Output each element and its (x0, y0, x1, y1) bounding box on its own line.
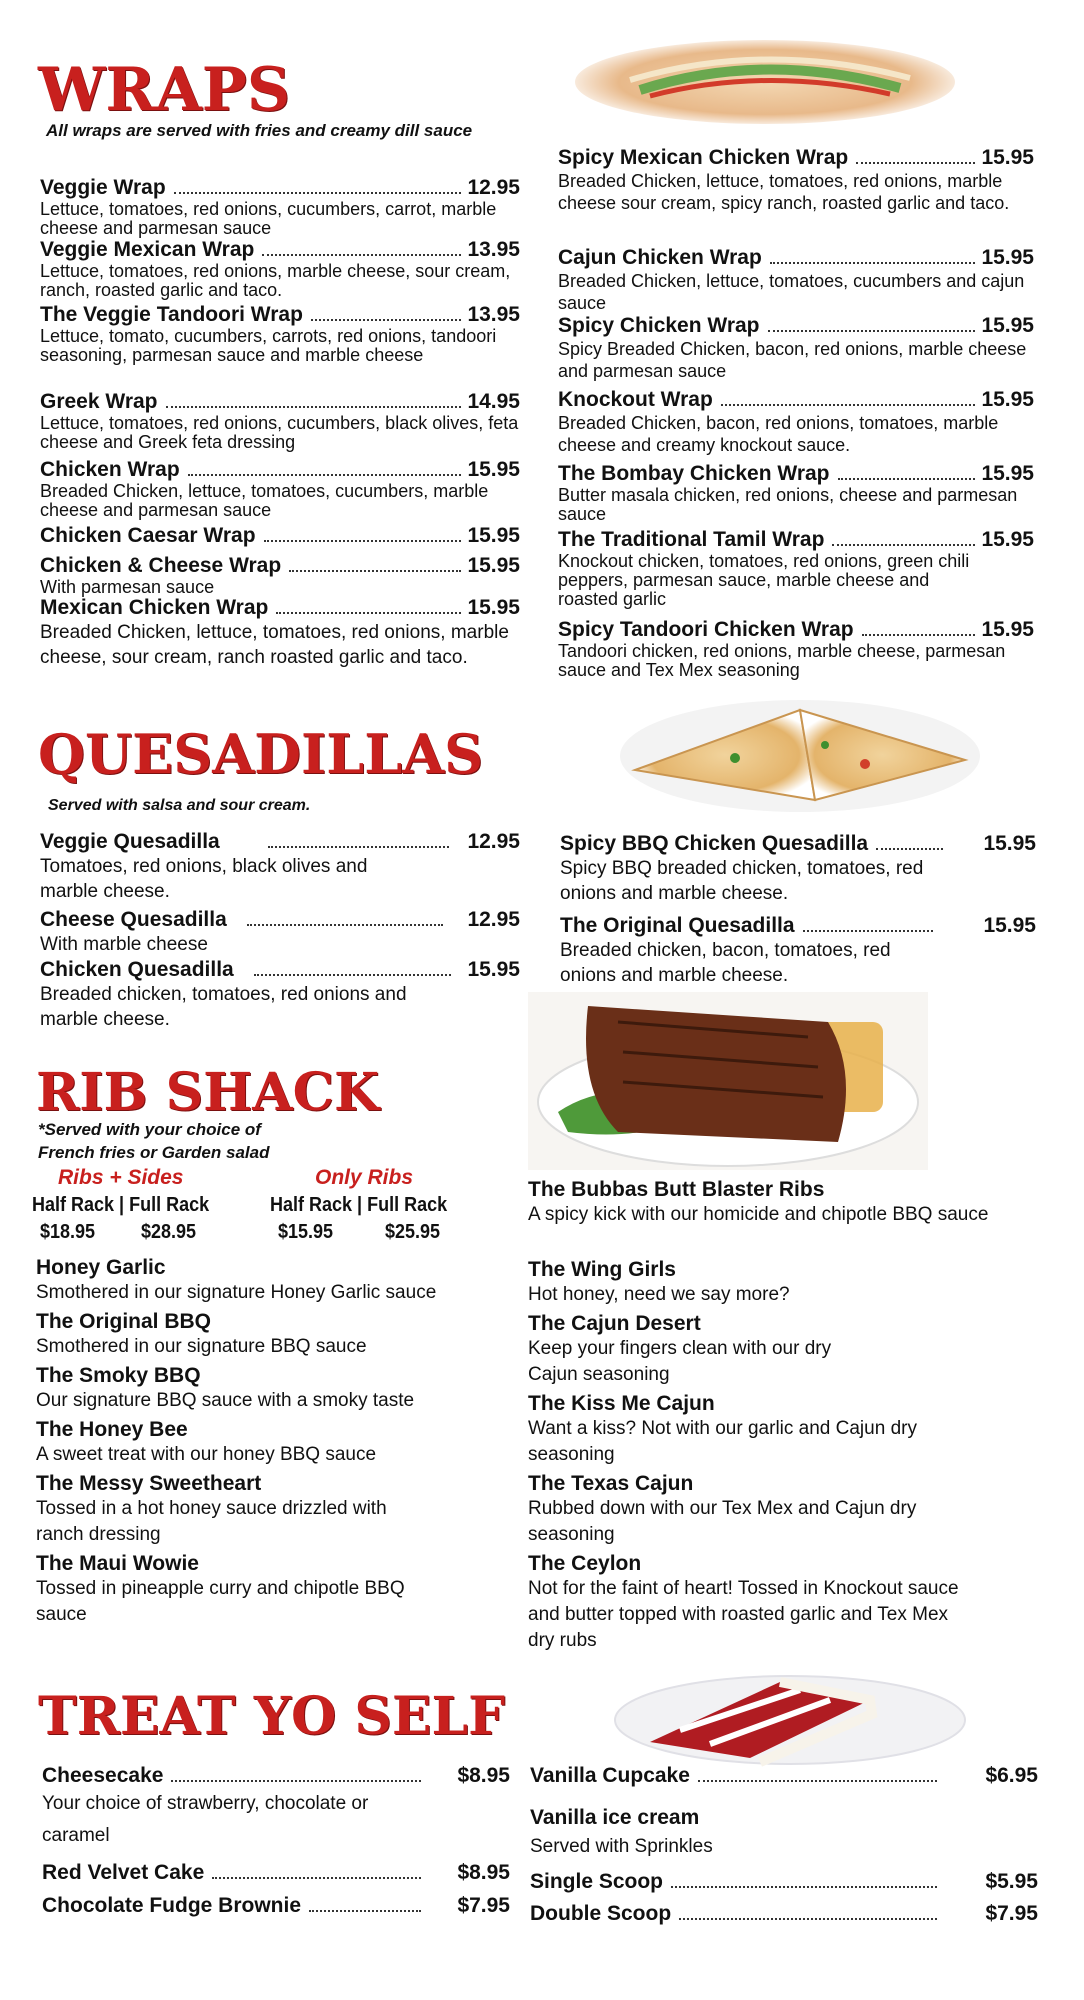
wrap-spicy-mexican-chicken: Spicy Mexican Chicken Wrap 15.95 Breaded Chicken, lettuce, tomatoes, red onions, marble cheese sour cream, spicy ranch, roasted garlic and taco. (558, 146, 1034, 213)
rib-messy-sweetheart: The Messy Sweetheart Tossed in a hot honey sauce drizzled with ranch dressing (36, 1472, 387, 1545)
wrap-veggie: Veggie Wrap 12.95 Lettuce, tomatoes, red onions, cucumbers, carrot, marble cheese and parmesan sauce (40, 176, 520, 238)
ribs-note-2: French fries or Garden salad (38, 1143, 270, 1162)
wrap-greek: Greek Wrap 14.95 Lettuce, tomatoes, red onions, cucumbers, black olives, feta cheese and Greek feta dressing (40, 390, 520, 452)
ribs-only-full-price: $25.95 (385, 1221, 441, 1243)
treat-cheesecake: Cheesecake $8.95 Your choice of strawberry, chocolate or caramel (42, 1764, 510, 1846)
wrap-chicken: Chicken Wrap 15.95 Breaded Chicken, lettuce, tomatoes, cucumbers, marble cheese and parmesan sauce (40, 458, 520, 520)
ribs-sides-half-price: $18.95 (40, 1221, 96, 1243)
treat-vanilla-ice-cream: Vanilla ice cream Served with Sprinkles (530, 1806, 713, 1857)
cake-photo (610, 1660, 970, 1768)
quesadilla-photo (615, 690, 985, 820)
treat-red-velvet-cake: Red Velvet Cake $8.95 (42, 1861, 510, 1884)
wrap-cajun-chicken: Cajun Chicken Wrap 15.95 Breaded Chicken, lettuce, tomatoes, cucumbers and cajun sauce (558, 246, 1034, 313)
wrap-knockout: Knockout Wrap 15.95 Breaded Chicken, bacon, red onions, tomatoes, marble cheese and creamy knockout sauce. (558, 388, 1034, 455)
wraps-title: WRAPS (38, 55, 291, 125)
quesadillas-title: QUESADILLAS (38, 722, 484, 786)
wraps-subtitle: All wraps are served with fries and creamy dill sauce (46, 121, 473, 140)
rib-original-bbq: The Original BBQ Smothered in our signature BBQ sauce (36, 1310, 367, 1357)
rib-honey-garlic: Honey Garlic Smothered in our signature Honey Garlic sauce (36, 1256, 437, 1303)
quesadilla-spicy-bbq-chicken: Spicy BBQ Chicken Quesadilla 15.95 Spicy BBQ breaded chicken, tomatoes, red onions and marble cheese. (560, 832, 1036, 904)
ribs-title: RIB SHACK (36, 1062, 380, 1123)
wrap-bombay-chicken: The Bombay Chicken Wrap 15.95 Butter masala chicken, red onions, cheese and parmesan sauce (558, 462, 1034, 524)
ribs-sides-head: Half Rack | Full Rack (32, 1194, 210, 1216)
ribs-sides-label: Ribs + Sides (58, 1166, 184, 1189)
quesadilla-cheese: Cheese Quesadilla 12.95 With marble cheese (40, 908, 520, 955)
quesadilla-original: The Original Quesadilla 15.95 Breaded chicken, bacon, tomatoes, red onions and marble cheese. (560, 914, 1036, 986)
ribs-sides-full-price: $28.95 (141, 1221, 197, 1243)
rib-ceylon: The Ceylon Not for the faint of heart! Tossed in Knockout sauce and butter topped with roasted garlic and Tex Mex dry rubs (528, 1552, 959, 1651)
ribs-only-label: Only Ribs (315, 1166, 414, 1189)
wrap-traditional-tamil: The Traditional Tamil Wrap 15.95 Knockout chicken, tomatoes, red onions, green chili peppers, parmesan sauce, marble cheese and roasted garlic (558, 528, 1034, 609)
quesadilla-veggie: Veggie Quesadilla 12.95 Tomatoes, red onions, black olives and marble cheese. (40, 830, 520, 902)
treats-title: TREAT YO SELF (38, 1686, 506, 1747)
wrap-veggie-tandoori: The Veggie Tandoori Wrap 13.95 Lettuce, tomato, cucumbers, carrots, red onions, tandoori seasoning, parmesan sauce and marble cheese (40, 303, 520, 365)
ribs-note-1: *Served with your choice of (38, 1120, 261, 1139)
treat-double-scoop: Double Scoop $7.95 (530, 1902, 1038, 1925)
treat-vanilla-cupcake: Vanilla Cupcake $6.95 (530, 1764, 1038, 1787)
rib-smoky-bbq: The Smoky BBQ Our signature BBQ sauce with a smoky taste (36, 1364, 415, 1411)
ribs-photo (528, 992, 928, 1170)
rib-honey-bee: The Honey Bee A sweet treat with our honey BBQ sauce (36, 1418, 377, 1465)
ribs-only-head: Half Rack | Full Rack (270, 1194, 448, 1216)
quesadillas-subtitle: Served with salsa and sour cream. (48, 797, 311, 814)
wrap-chicken-caesar: Chicken Caesar Wrap 15.95 (40, 524, 520, 547)
wrap-photo (570, 30, 960, 130)
treat-chocolate-fudge-brownie: Chocolate Fudge Brownie $7.95 (42, 1894, 510, 1917)
wrap-spicy-chicken: Spicy Chicken Wrap 15.95 Spicy Breaded Chicken, bacon, red onions, marble cheese and parmesan sauce (558, 314, 1034, 381)
rib-maui-wowie: The Maui Wowie Tossed in pineapple curry and chipotle BBQ sauce (36, 1552, 405, 1625)
rib-kiss-me-cajun: The Kiss Me Cajun Want a kiss? Not with our garlic and Cajun dry seasoning (528, 1392, 917, 1465)
rib-cajun-desert: The Cajun Desert Keep your fingers clean with our dry Cajun seasoning (528, 1312, 832, 1385)
rib-bubbas-butt-blaster: The Bubbas Butt Blaster Ribs A spicy kick with our homicide and chipotle BBQ sauce (528, 1178, 989, 1225)
ribs-only-half-price: $15.95 (278, 1221, 334, 1243)
wrap-veggie-mexican: Veggie Mexican Wrap 13.95 Lettuce, tomatoes, red onions, marble cheese, sour cream, ranch, roasted garlic and taco. (40, 238, 520, 300)
treat-single-scoop: Single Scoop $5.95 (530, 1870, 1038, 1893)
wrap-chicken-cheese: Chicken & Cheese Wrap 15.95 With parmesan sauce (40, 554, 520, 597)
wrap-spicy-tandoori-chicken: Spicy Tandoori Chicken Wrap 15.95 Tandoori chicken, red onions, marble cheese, parmesan sauce and Tex Mex seasoning (558, 618, 1034, 680)
wrap-mexican-chicken: Mexican Chicken Wrap 15.95 Breaded Chicken, lettuce, tomatoes, red onions, marble cheese, sour cream, ranch roasted garlic and taco. (40, 596, 520, 668)
quesadilla-chicken: Chicken Quesadilla 15.95 Breaded chicken, tomatoes, red onions and marble cheese. (40, 958, 520, 1030)
rib-texas-cajun: The Texas Cajun Rubbed down with our Tex Mex and Cajun dry seasoning (528, 1472, 917, 1545)
rib-wing-girls: The Wing Girls Hot honey, need we say more? (528, 1258, 790, 1305)
